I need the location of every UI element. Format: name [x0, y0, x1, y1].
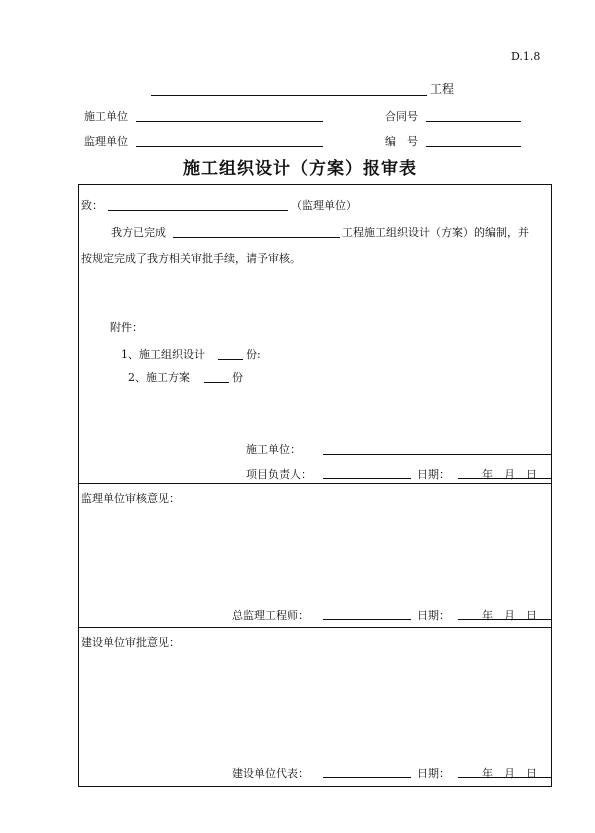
contract-no-line[interactable]	[426, 121, 521, 122]
form-table	[78, 184, 552, 787]
project-manager-label: 项目负责人：	[246, 468, 312, 481]
attachment1-count-line[interactable]	[218, 359, 243, 360]
date-line-1[interactable]	[458, 478, 552, 479]
form-code: D.1.8	[511, 50, 541, 63]
project-name-field[interactable]	[173, 237, 340, 238]
date-value-3: 年 月 日	[482, 767, 537, 780]
supervision-unit-label: 监理单位	[84, 135, 128, 148]
attachment2-unit: 份	[232, 371, 243, 384]
owner-rep-label: 建设单位代表：	[232, 767, 309, 780]
chief-engineer-line[interactable]	[323, 619, 411, 620]
serial-no-line[interactable]	[426, 146, 521, 147]
recipient-line[interactable]	[108, 210, 288, 211]
attachment1-unit: 份:	[246, 348, 261, 361]
owner-rep-line[interactable]	[323, 777, 411, 778]
attachment2-label: 2、施工方案	[128, 371, 190, 384]
body-line2: 按规定完成了我方相关审批手续，请予审核。	[81, 252, 301, 265]
date-value-1: 年 月 日	[482, 468, 537, 481]
supervision-unit-line[interactable]	[136, 146, 323, 147]
attachment1-label: 1、施工组织设计	[121, 348, 205, 361]
attachments-label: 附件：	[110, 321, 143, 334]
date-label-1: 日期：	[417, 468, 450, 481]
date-label-2: 日期：	[417, 609, 450, 622]
section-divider-2	[78, 627, 552, 628]
contract-no-label: 合同号	[385, 110, 418, 123]
date-line-2[interactable]	[458, 619, 552, 620]
project-suffix: 工程	[430, 82, 455, 96]
construction-unit-label: 施工单位	[84, 110, 128, 123]
construction-unit-sign-line[interactable]	[323, 454, 552, 455]
owner-approval-heading: 建设单位审批意见：	[81, 636, 180, 649]
supervision-review-heading: 监理单位审核意见：	[81, 492, 180, 505]
project-manager-line[interactable]	[323, 478, 411, 479]
chief-engineer-label: 总监理工程师：	[232, 609, 309, 622]
project-name-line[interactable]	[151, 95, 427, 96]
attachment2-count-line[interactable]	[204, 382, 229, 383]
construction-unit-line[interactable]	[136, 121, 323, 122]
serial-no-label: 编 号	[385, 135, 418, 148]
date-label-3: 日期：	[417, 767, 450, 780]
to-suffix: （监理单位）	[291, 199, 357, 212]
body-line1-prefix: 我方已完成	[111, 226, 166, 239]
section-divider-1	[78, 483, 552, 484]
page-title: 施工组织设计（方案）报审表	[183, 159, 417, 179]
date-value-2: 年 月 日	[482, 609, 537, 622]
date-line-3[interactable]	[458, 777, 552, 778]
construction-unit-sign-label: 施工单位：	[246, 443, 301, 456]
to-label: 致：	[81, 199, 103, 212]
body-line1-suffix: 工程施工组织设计（方案）的编制，并	[342, 226, 529, 239]
